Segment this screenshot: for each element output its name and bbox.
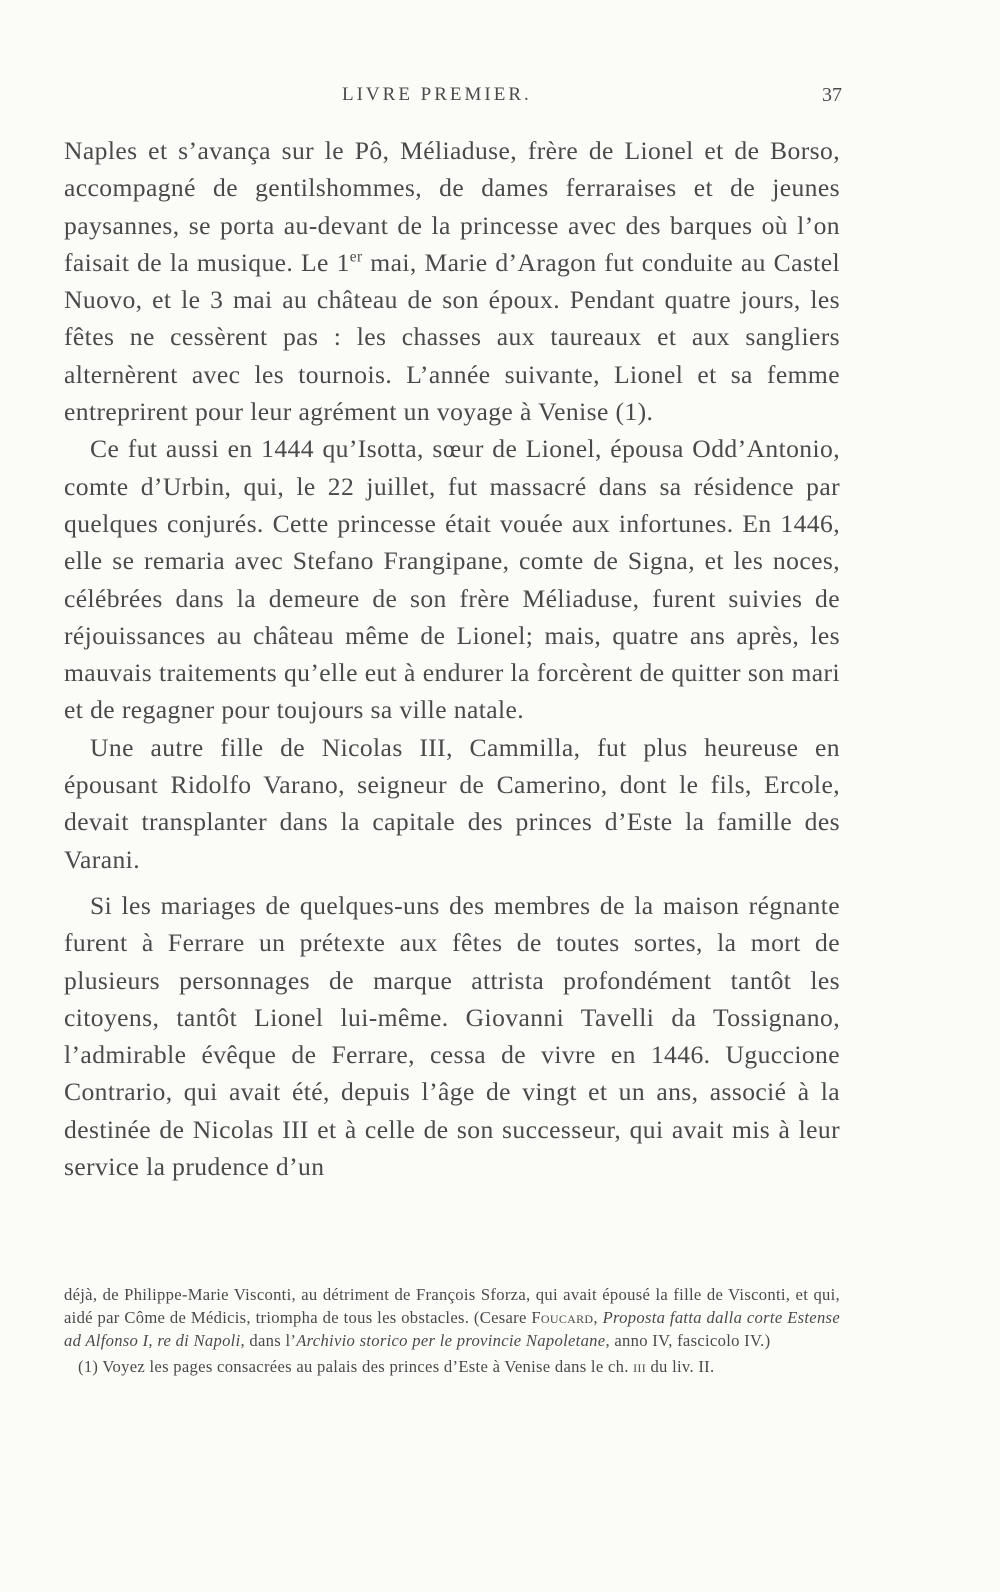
footnote-title-1: Proposta fatta dalla corte Estense ad Alfonso I, re di Napoli: [64, 1308, 840, 1350]
footnote-title-2: Archivio storico per le provincie Napoletane: [296, 1331, 606, 1350]
paragraph-3: Une autre fille de Nicolas III, Cammilla, fut plus heureuse en épousant Ridolfo Varano, seigneur de Camerino, dont le fils, Ercole, devait transplanter dans la capitale des princes d’Este la famille des Varani.: [64, 732, 840, 874]
footnote-1-text-b: du liv. II.: [646, 1357, 715, 1376]
footnote-cont-text-a: déjà, de Philippe-Marie Visconti, au détriment de François Sforza, qui avait épousé la fille de Visconti, et qui, aidé par Côme de Médicis, triompha de tous les obstacles. (Cesare: [64, 1285, 840, 1327]
running-title: LIVRE PREMIER.: [342, 84, 532, 105]
paragraph-2: Ce fut aussi en 1444 qu’Isotta, sœur de Lionel, épousa Odd’Antonio, comte d’Urbin, qui, le 22 juillet, fut massacré dans sa résidence par quelques conjurés. Cette princesse était vouée aux infortunes. En 1446, elle se remaria avec Stefano Frangipane, comte de Signa, et les noces, célébrées dans la demeure de son frère Méliaduse, furent suivies de réjouissances au château même de Lionel; mais, quatre ans après, les mauvais traitements qu’elle eut à endurer la forcèrent de quitter son mari et de regagner pour toujours sa ville natale.: [64, 434, 840, 725]
paragraph-1: [64, 132, 840, 430]
paragraph-1-part-b: mai, Marie d’Aragon fut conduite au Castel Nuovo, et le 3 mai au château de son époux. Pendant quatre jours, les fêtes ne cessèrent pas : les chasses aux taureaux et aux sangliers alternèrent avec les tournois. L’année suivante, Lionel et sa femme entreprirent pour leur agrément un voyage à Venise (1).: [64, 247, 841, 427]
footnote-author: Foucard: [531, 1308, 594, 1327]
footnote-cont-text-b: ,: [593, 1308, 603, 1327]
footnote-1: [64, 1355, 840, 1378]
footnote-cont-text-c: , dans l’: [240, 1331, 297, 1350]
paragraph-4: Si les mariages de quelques-uns des membres de la maison régnante furent à Ferrare un prétexte aux fêtes de toutes sortes, la mort de plusieurs personnages de marque attrista profondément tantôt les citoyens, tantôt Lionel lui-même. Giovanni Tavelli da Tossignano, l’admirable évêque de Ferrare, cessa de vivre en 1446. Uguccione Contrario, qui avait été, depuis l’âge de vingt et un ans, associé à la destinée de Nicolas III et à celle de son successeur, qui avait mis à leur service la prudence d’un: [64, 890, 840, 1182]
ordinal-superscript: er: [349, 248, 363, 266]
footnote-continuation: [64, 1283, 840, 1352]
footnote-cont-text-d: , anno IV, fascicolo IV.): [605, 1331, 771, 1350]
footnote-1-text-a: (1) Voyez les pages consacrées au palais des princes d’Este à Venise dans le ch.: [78, 1357, 634, 1376]
footnote-1-chapter: iii: [633, 1357, 647, 1376]
footnotes: [64, 1283, 840, 1378]
paragraph-1-part-a: Naples et s’avança sur le Pô, Méliaduse, frère de Lionel et de Borso, accompagné de gentilshommes, de dames ferraraises et de jeunes paysannes, se porta au-devant de la princesse avec des barques où l’on faisait de la musique. Le 1: [64, 136, 840, 277]
main-text: [64, 132, 840, 1185]
page-number: 37: [822, 84, 842, 106]
